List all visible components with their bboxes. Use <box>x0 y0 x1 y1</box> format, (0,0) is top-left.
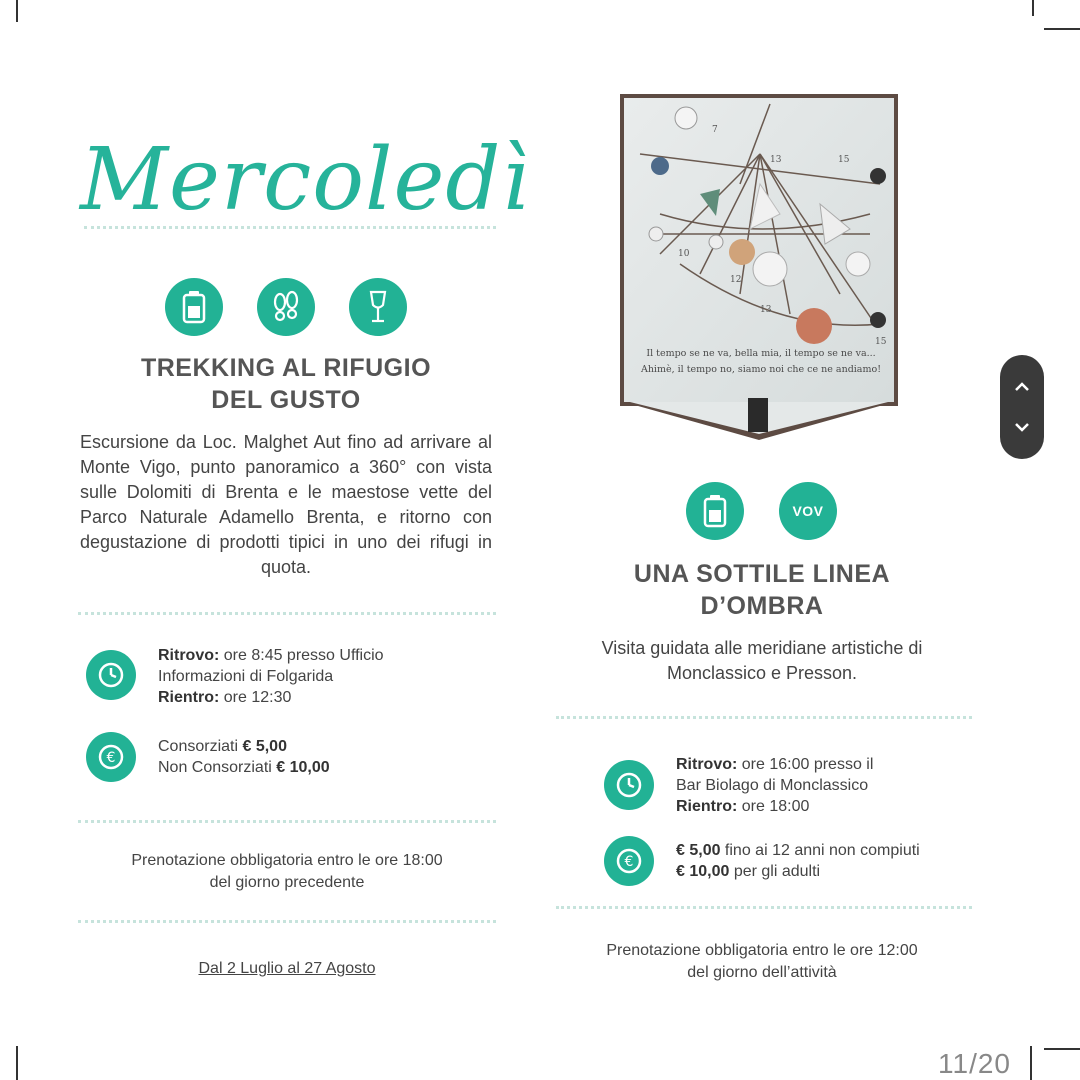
ritrovo-place: Informazioni di Folgarida <box>158 668 334 685</box>
price-label: Consorziati <box>158 738 243 755</box>
svg-text:7: 7 <box>712 125 718 135</box>
description-line: Monclassico e Presson. <box>666 663 858 683</box>
footprints-icon <box>257 278 315 336</box>
price-value: € 5,00 <box>242 738 287 755</box>
activity-heading <box>556 558 968 622</box>
description-line: Visita guidata alle meridiane artistiche di <box>601 638 923 658</box>
caption-line: Il tempo se ne va, bella mia, il tempo se ne va... <box>646 348 876 359</box>
rientro-label: Rientro: <box>676 798 738 815</box>
divider <box>78 920 496 923</box>
svg-text:15: 15 <box>875 337 887 347</box>
booking-line: del giorno dell’attività <box>687 964 837 981</box>
ritrovo-label: Ritrovo: <box>158 647 220 664</box>
ritrovo-text: ore 8:45 presso Ufficio <box>219 647 384 664</box>
crop-mark <box>1032 0 1034 16</box>
battery-icon <box>165 278 223 336</box>
heading-line: DEL GUSTO <box>211 386 361 414</box>
ritrovo-text: ore 16:00 presso il <box>737 756 874 773</box>
svg-text:13: 13 <box>770 155 782 165</box>
divider <box>556 906 972 909</box>
price-value: € 5,00 <box>676 842 721 859</box>
heading-line: UNA SOTTILE LINEA <box>633 560 891 588</box>
chevron-up-icon[interactable] <box>1000 367 1044 407</box>
price-info <box>158 736 478 778</box>
crop-mark <box>1030 1046 1032 1080</box>
booking-line: del giorno precedente <box>209 874 365 891</box>
rientro-label: Rientro: <box>158 689 220 706</box>
divider <box>84 226 496 229</box>
svg-text:10: 10 <box>678 249 690 259</box>
clock-icon <box>86 650 136 700</box>
svg-text:€: € <box>106 750 116 766</box>
svg-text:13: 13 <box>760 305 772 315</box>
divider <box>556 716 972 719</box>
price-info <box>676 840 976 882</box>
booking-line: Prenotazione obbligatoria entro le ore 12:00 <box>606 942 918 959</box>
clock-icon <box>604 760 654 810</box>
divider <box>78 820 496 823</box>
rientro-text: ore 12:30 <box>219 689 292 706</box>
photo-caption <box>634 346 888 378</box>
crop-mark <box>16 0 18 22</box>
price-label: Non Consorziati <box>158 759 277 776</box>
page-indicator: 11/20 <box>938 1048 1011 1079</box>
battery-icon <box>686 482 744 540</box>
euro-icon <box>604 836 654 886</box>
chevron-down-icon[interactable] <box>1000 407 1044 447</box>
vov-label: VOV <box>792 503 824 519</box>
page-scroll-control <box>1000 355 1044 459</box>
heading-line: D’OMBRA <box>700 592 824 620</box>
vov-icon <box>779 482 837 540</box>
date-range: Dal 2 Luglio al 27 Agosto <box>198 960 376 977</box>
divider <box>78 612 496 615</box>
activity-heading <box>80 352 492 416</box>
activity-description <box>548 636 976 686</box>
caption-line: Ahimè, il tempo no, siamo noi che ce ne andiamo! <box>640 364 882 375</box>
wine-glass-icon <box>349 278 407 336</box>
booking-line: Prenotazione obbligatoria entro le ore 18:00 <box>131 852 443 869</box>
crop-mark <box>1044 1048 1080 1050</box>
svg-text:€: € <box>624 854 634 870</box>
heading-line: TREKKING AL RIFUGIO <box>140 354 432 382</box>
svg-text:12: 12 <box>730 275 742 285</box>
ritrovo-place: Bar Biolago di Monclassico <box>676 777 869 794</box>
rientro-text: ore 18:00 <box>737 798 810 815</box>
meeting-info <box>676 754 976 817</box>
price-value: € 10,00 <box>676 863 730 880</box>
price-label: fino ai 12 anni non compiuti <box>720 842 920 859</box>
ritrovo-label: Ritrovo: <box>676 756 738 773</box>
price-value: € 10,00 <box>276 759 330 776</box>
booking-note <box>78 850 496 894</box>
price-label: per gli adulti <box>729 863 821 880</box>
svg-text:15: 15 <box>838 155 850 165</box>
sundial-photo <box>620 94 898 406</box>
crop-mark <box>1044 28 1080 30</box>
crop-mark <box>16 1046 18 1080</box>
booking-note <box>548 940 976 984</box>
euro-icon <box>86 732 136 782</box>
activity-description: Escursione da Loc. Malghet Aut fino ad arrivare al Monte Vigo, punto panoramico a 360° con vista sulle Dolomiti di Brenta e le maestose vette del Parco Naturale Adamello Brenta, e ritorno con degustazione di prodotti tipici in uno dei rifugi in quota. <box>80 432 492 577</box>
meeting-info <box>158 645 478 708</box>
day-title: Mercoledì <box>80 130 530 230</box>
